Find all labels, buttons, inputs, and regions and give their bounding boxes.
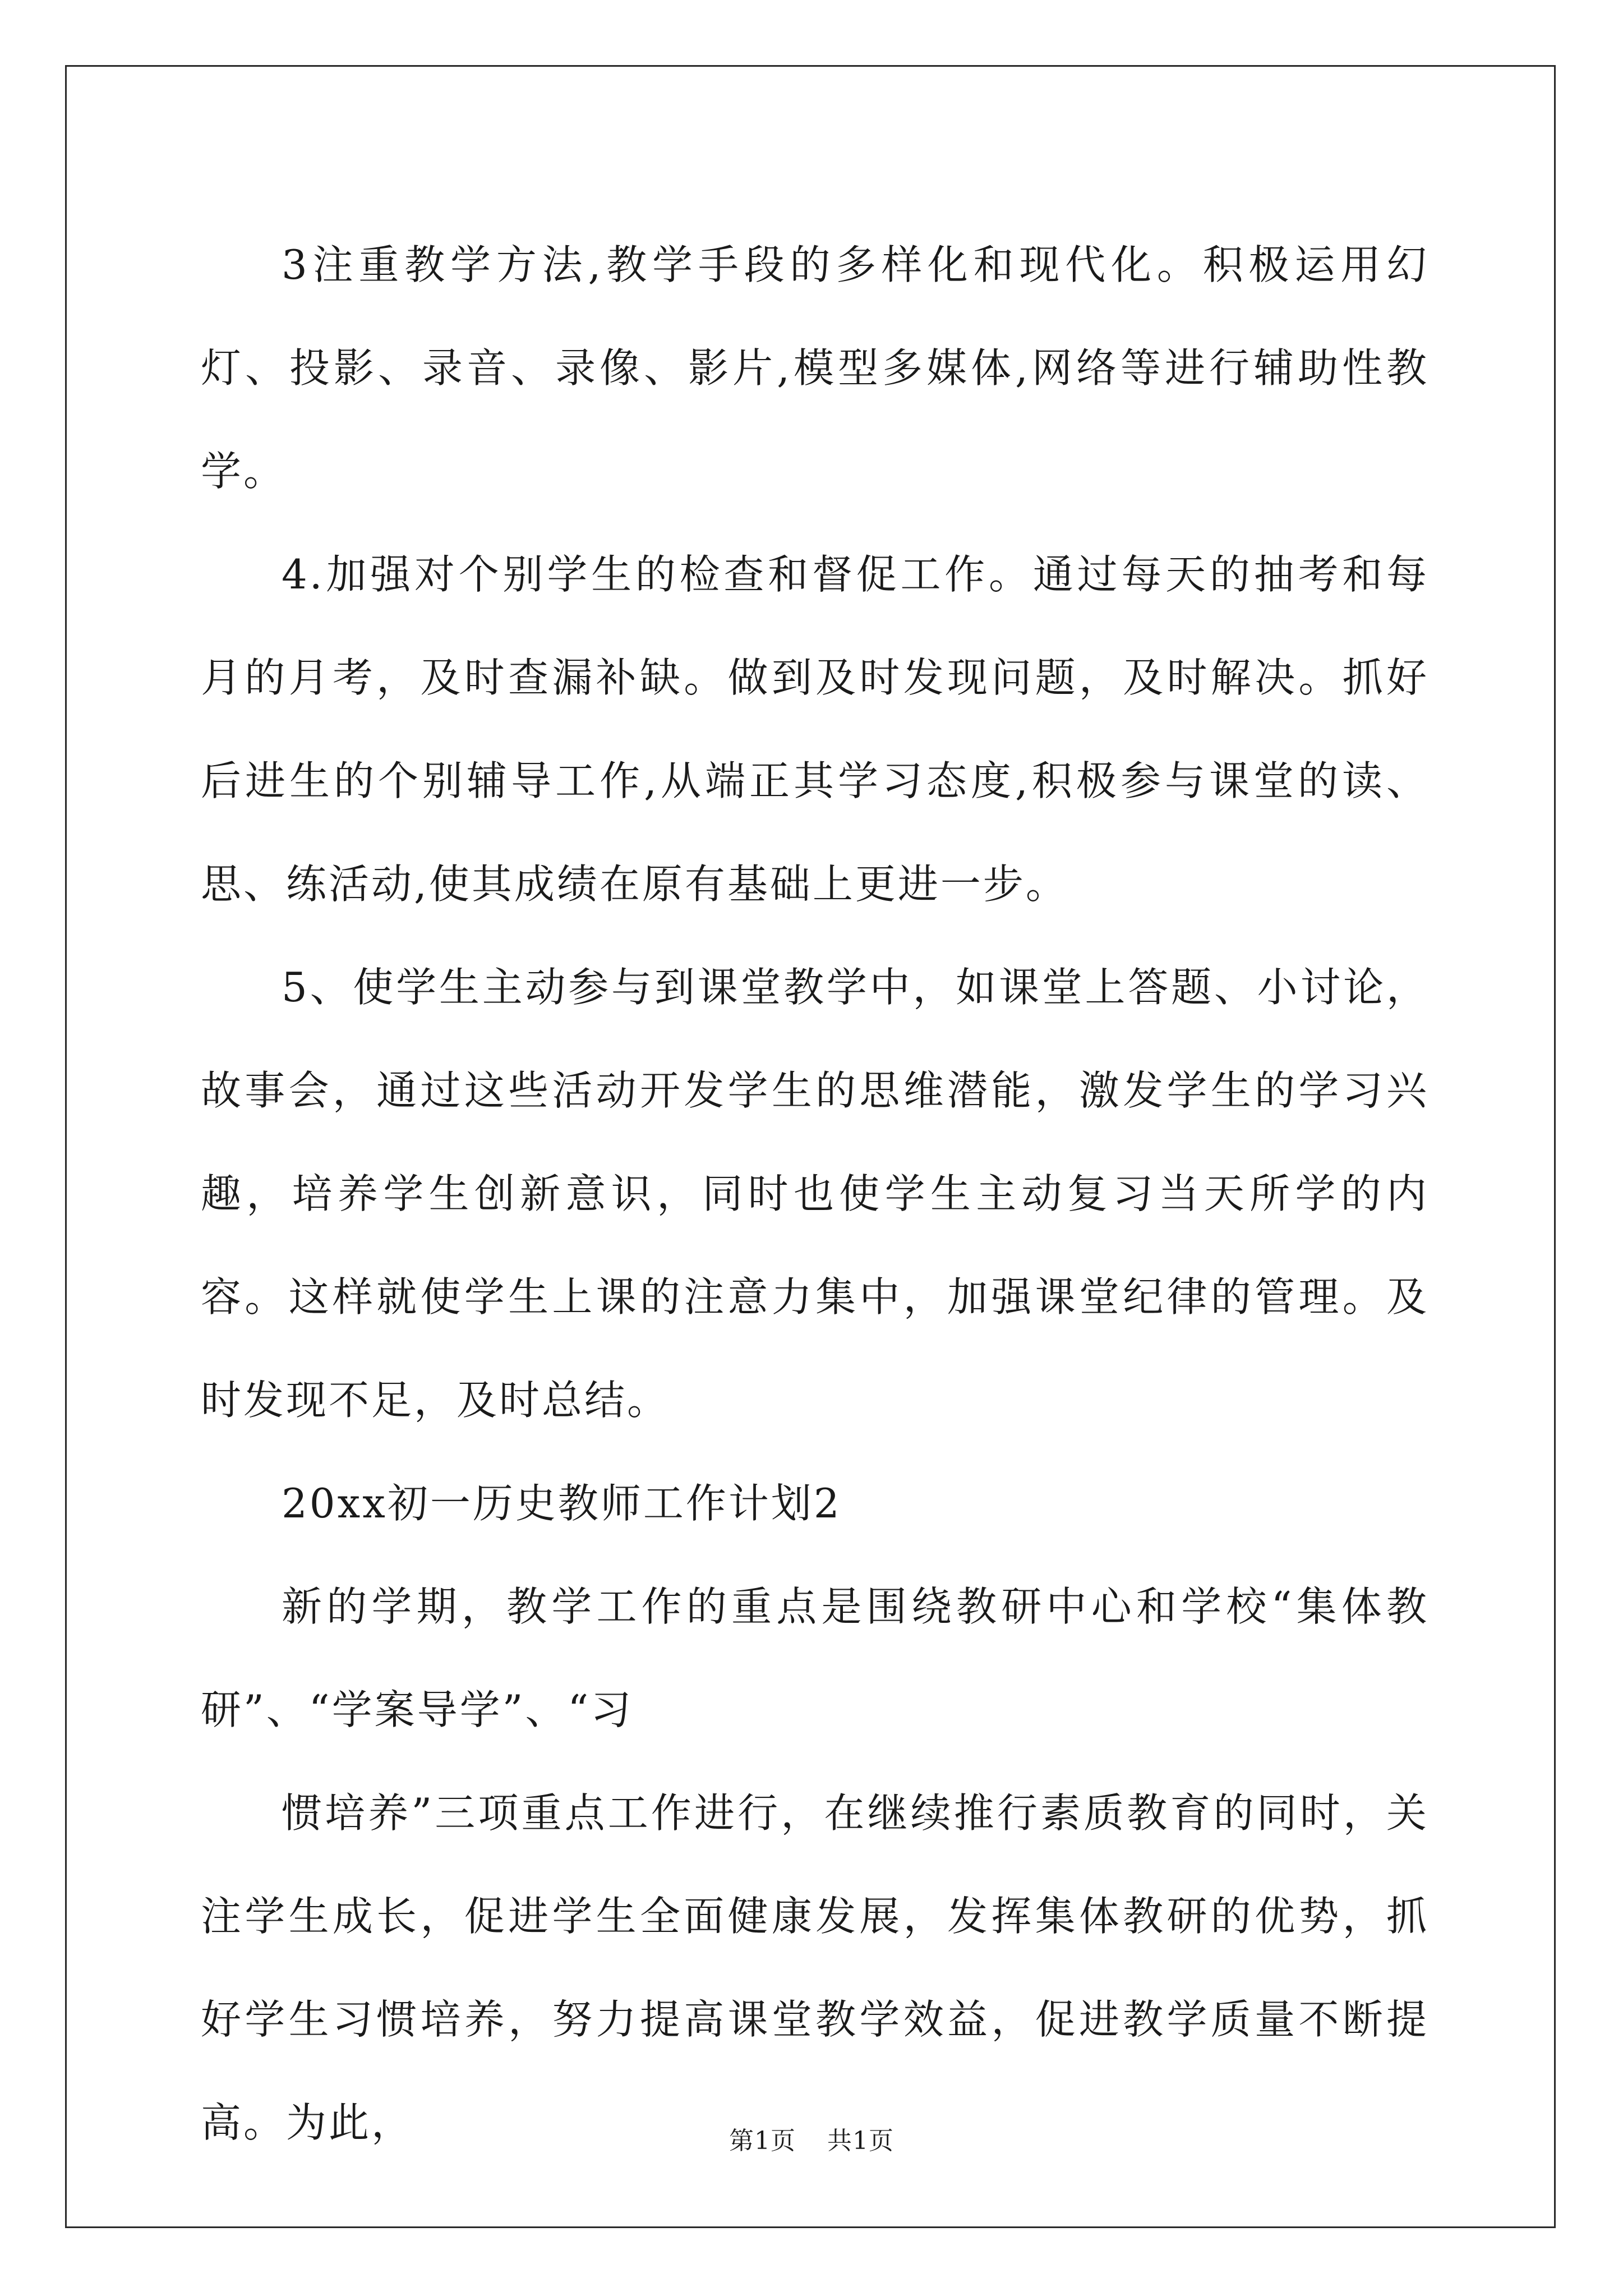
- paragraph-semester-focus: 新的学期，教学工作的重点是围绕教研中心和学校“集体教研”、“学案导学”、“习: [201, 1583, 1429, 1733]
- section-heading: 20xx初一历史教师工作计划2: [282, 1480, 842, 1527]
- document-body: [201, 213, 1429, 2174]
- page-number: 第1页: [729, 2127, 796, 2155]
- paragraph-individual-students: 4.加强对个别学生的检查和督促工作。通过每天的抽考和每月的月考，及时查漏补缺。做到及时发现问题，及时解决。抓好后进生的个别辅导工作,从端正其学习态度,积极参与课堂的读、思、练活动,使其成绩在原有基础上更进一步。: [201, 551, 1429, 908]
- page-footer: [0, 2120, 1623, 2156]
- paragraph-habit-cultivation: 惯培养”三项重点工作进行，在继续推行素质教育的同时，关注学生成长，促进学生全面健康发展，发挥集体教研的优势，抓好学生习惯培养，努力提高课堂教学效益，促进教学质量不断提高。为此，: [201, 1789, 1429, 2146]
- page-total: 共1页: [827, 2127, 894, 2155]
- paragraph-active-participation: 5、使学生主动参与到课堂教学中，如课堂上答题、小讨论，故事会，通过这些活动开发学生的思维潜能，激发学生的学习兴趣，培养学生创新意识，同时也使学生主动复习当天所学的内容。这样就使学生上课的注意力集中，加强课堂纪律的管理。及时发现不足，及时总结。: [201, 964, 1429, 1424]
- paragraph-teaching-methods: 3注重教学方法,教学手段的多样化和现代化。积极运用幻灯、投影、录音、录像、影片,模型多媒体,网络等进行辅助性教学。: [201, 241, 1429, 495]
